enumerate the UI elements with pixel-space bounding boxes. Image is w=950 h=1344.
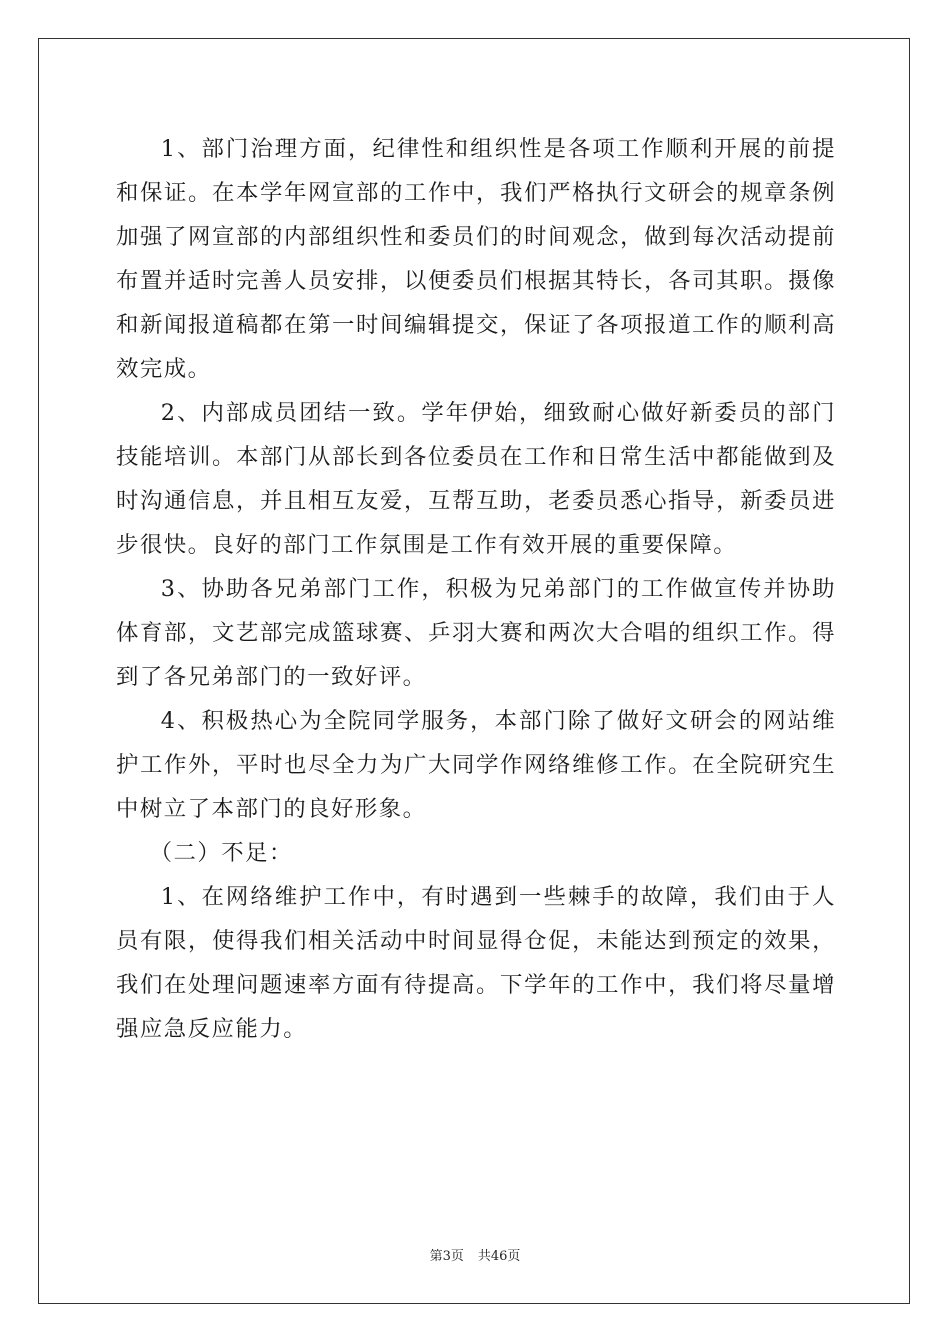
paragraph-1: 1、部门治理方面，纪律性和组织性是各项工作顺利开展的前提和保证。在本学年网宣部的工作中，我们严格执行文研会的规章条例加强了网宣部的内部组织性和委员们的时间观念，做到每次活动提前布置并适时完善人员安排，以便委员们根据其特长，各司其职。摄像和新闻报道稿都在第一时间编辑提交，保证了各项报道工作的顺利高效完成。 <box>116 136 836 382</box>
paragraph-4: 4、积极热心为全院同学服务，本部门除了做好文研会的网站维护工作外，平时也尽全力为广大同学作网络维修工作。在全院研究生中树立了本部门的良好形象。 <box>116 708 836 822</box>
paragraph-3: 3、协助各兄弟部门工作，积极为兄弟部门的工作做宣传并协助体育部，文艺部完成篮球赛、乒羽大赛和两次大合唱的组织工作。得到了各兄弟部门的一致好评。 <box>116 576 836 690</box>
shortcoming-paragraph: 1、在网络维护工作中，有时遇到一些棘手的故障，我们由于人员有限，使得我们相关活动中时间显得仓促，未能达到预定的效果，我们在处理问题速率方面有待提高。下学年的工作中，我们将尽量增强应急反应能力。 <box>116 884 836 1042</box>
document-body <box>116 127 836 1051</box>
section-heading: （二）不足： <box>149 840 293 866</box>
current-page-label: 第3页 <box>429 1249 464 1264</box>
total-pages-label: 共46页 <box>477 1249 521 1264</box>
page-footer <box>0 1245 950 1264</box>
paragraph-2: 2、内部成员团结一致。学年伊始，细致耐心做好新委员的部门技能培训。本部门从部长到各位委员在工作和日常生活中都能做到及时沟通信息，并且相互友爱，互帮互助，老委员悉心指导，新委员进步很快。良好的部门工作氛围是工作有效开展的重要保障。 <box>116 400 836 558</box>
